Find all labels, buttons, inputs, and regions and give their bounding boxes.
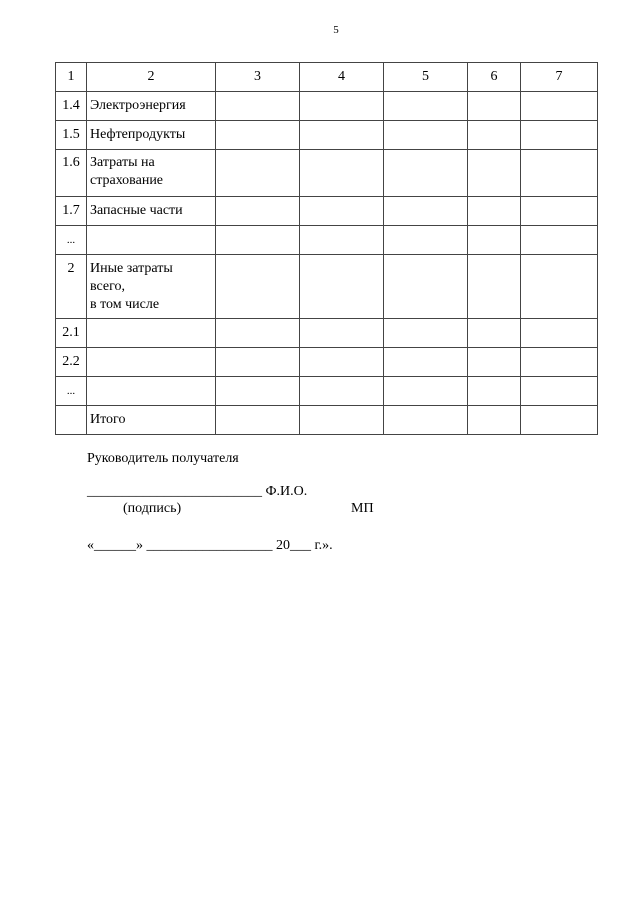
value-cell xyxy=(468,348,521,377)
value-cell xyxy=(468,226,521,255)
value-cell xyxy=(384,319,468,348)
header-cell: 7 xyxy=(521,63,598,92)
value-cell xyxy=(216,348,300,377)
expenses-table xyxy=(55,62,598,435)
value-cell xyxy=(521,92,598,121)
table-row xyxy=(56,92,598,121)
value-cell xyxy=(468,406,521,435)
value-cell xyxy=(468,150,521,197)
table-row xyxy=(56,406,598,435)
value-cell xyxy=(521,319,598,348)
row-name xyxy=(87,150,216,197)
value-cell xyxy=(300,92,384,121)
value-cell xyxy=(300,226,384,255)
row-number: 2 xyxy=(56,255,87,319)
value-cell xyxy=(384,255,468,319)
value-cell xyxy=(216,319,300,348)
row-number: ... xyxy=(56,226,87,255)
row-name xyxy=(87,319,216,348)
row-number: 1.6 xyxy=(56,150,87,197)
row-number: 2.2 xyxy=(56,348,87,377)
value-cell xyxy=(216,226,300,255)
value-cell xyxy=(521,255,598,319)
value-cell xyxy=(300,377,384,406)
value-cell xyxy=(468,121,521,150)
stamp-label: МП xyxy=(351,501,374,516)
page-number: 5 xyxy=(333,24,339,36)
value-cell xyxy=(384,92,468,121)
head-label: Руководитель получателя xyxy=(87,451,239,466)
table-row xyxy=(56,150,598,197)
table-row xyxy=(56,348,598,377)
value-cell xyxy=(300,121,384,150)
value-cell xyxy=(384,197,468,226)
value-cell xyxy=(521,226,598,255)
table-header-row xyxy=(56,63,598,92)
row-name: Итого xyxy=(87,406,216,435)
value-cell xyxy=(216,121,300,150)
header-cell: 3 xyxy=(216,63,300,92)
header-cell: 2 xyxy=(87,63,216,92)
table-row xyxy=(56,377,598,406)
row-name: Электроэнергия xyxy=(87,92,216,121)
value-cell xyxy=(521,377,598,406)
value-cell xyxy=(216,197,300,226)
value-cell xyxy=(521,348,598,377)
table-row xyxy=(56,255,598,319)
row-name xyxy=(87,255,216,319)
value-cell xyxy=(521,406,598,435)
row-number: 1.5 xyxy=(56,121,87,150)
value-cell xyxy=(300,319,384,348)
value-cell xyxy=(216,255,300,319)
value-cell xyxy=(468,197,521,226)
value-cell xyxy=(300,406,384,435)
table-row xyxy=(56,121,598,150)
row-name xyxy=(87,377,216,406)
value-cell xyxy=(216,377,300,406)
signature-caption: (подпись) xyxy=(123,501,182,516)
row-number: 1.7 xyxy=(56,197,87,226)
value-cell xyxy=(521,121,598,150)
value-cell xyxy=(468,92,521,121)
signature-line: _________________________ Ф.И.О. xyxy=(87,484,308,499)
value-cell xyxy=(384,406,468,435)
value-cell xyxy=(384,150,468,197)
header-cell: 1 xyxy=(56,63,87,92)
row-name-line: Затраты на xyxy=(90,155,155,170)
value-cell xyxy=(521,197,598,226)
row-number: 2.1 xyxy=(56,319,87,348)
value-cell xyxy=(300,348,384,377)
row-number xyxy=(56,406,87,435)
row-name: Запасные части xyxy=(87,197,216,226)
value-cell xyxy=(384,377,468,406)
value-cell xyxy=(216,406,300,435)
value-cell xyxy=(216,92,300,121)
row-number: 1.4 xyxy=(56,92,87,121)
value-cell xyxy=(384,348,468,377)
row-name-line: страхование xyxy=(90,173,164,188)
value-cell xyxy=(468,319,521,348)
value-cell xyxy=(468,255,521,319)
table-row xyxy=(56,319,598,348)
value-cell xyxy=(468,377,521,406)
value-cell xyxy=(300,150,384,197)
value-cell xyxy=(216,150,300,197)
row-name-line: в том числе xyxy=(90,297,160,312)
table-row xyxy=(56,197,598,226)
date-line: «______» __________________ 20___ г.». xyxy=(87,538,333,553)
value-cell xyxy=(300,255,384,319)
value-cell xyxy=(300,197,384,226)
value-cell xyxy=(521,150,598,197)
header-cell: 6 xyxy=(468,63,521,92)
row-name xyxy=(87,348,216,377)
row-name-line: Иные затраты xyxy=(90,261,173,276)
value-cell xyxy=(384,226,468,255)
row-name-line: всего, xyxy=(90,279,126,294)
row-number: ... xyxy=(56,377,87,406)
value-cell xyxy=(384,121,468,150)
table-row xyxy=(56,226,598,255)
header-cell: 4 xyxy=(300,63,384,92)
header-cell: 5 xyxy=(384,63,468,92)
row-name: Нефтепродукты xyxy=(87,121,216,150)
row-name xyxy=(87,226,216,255)
